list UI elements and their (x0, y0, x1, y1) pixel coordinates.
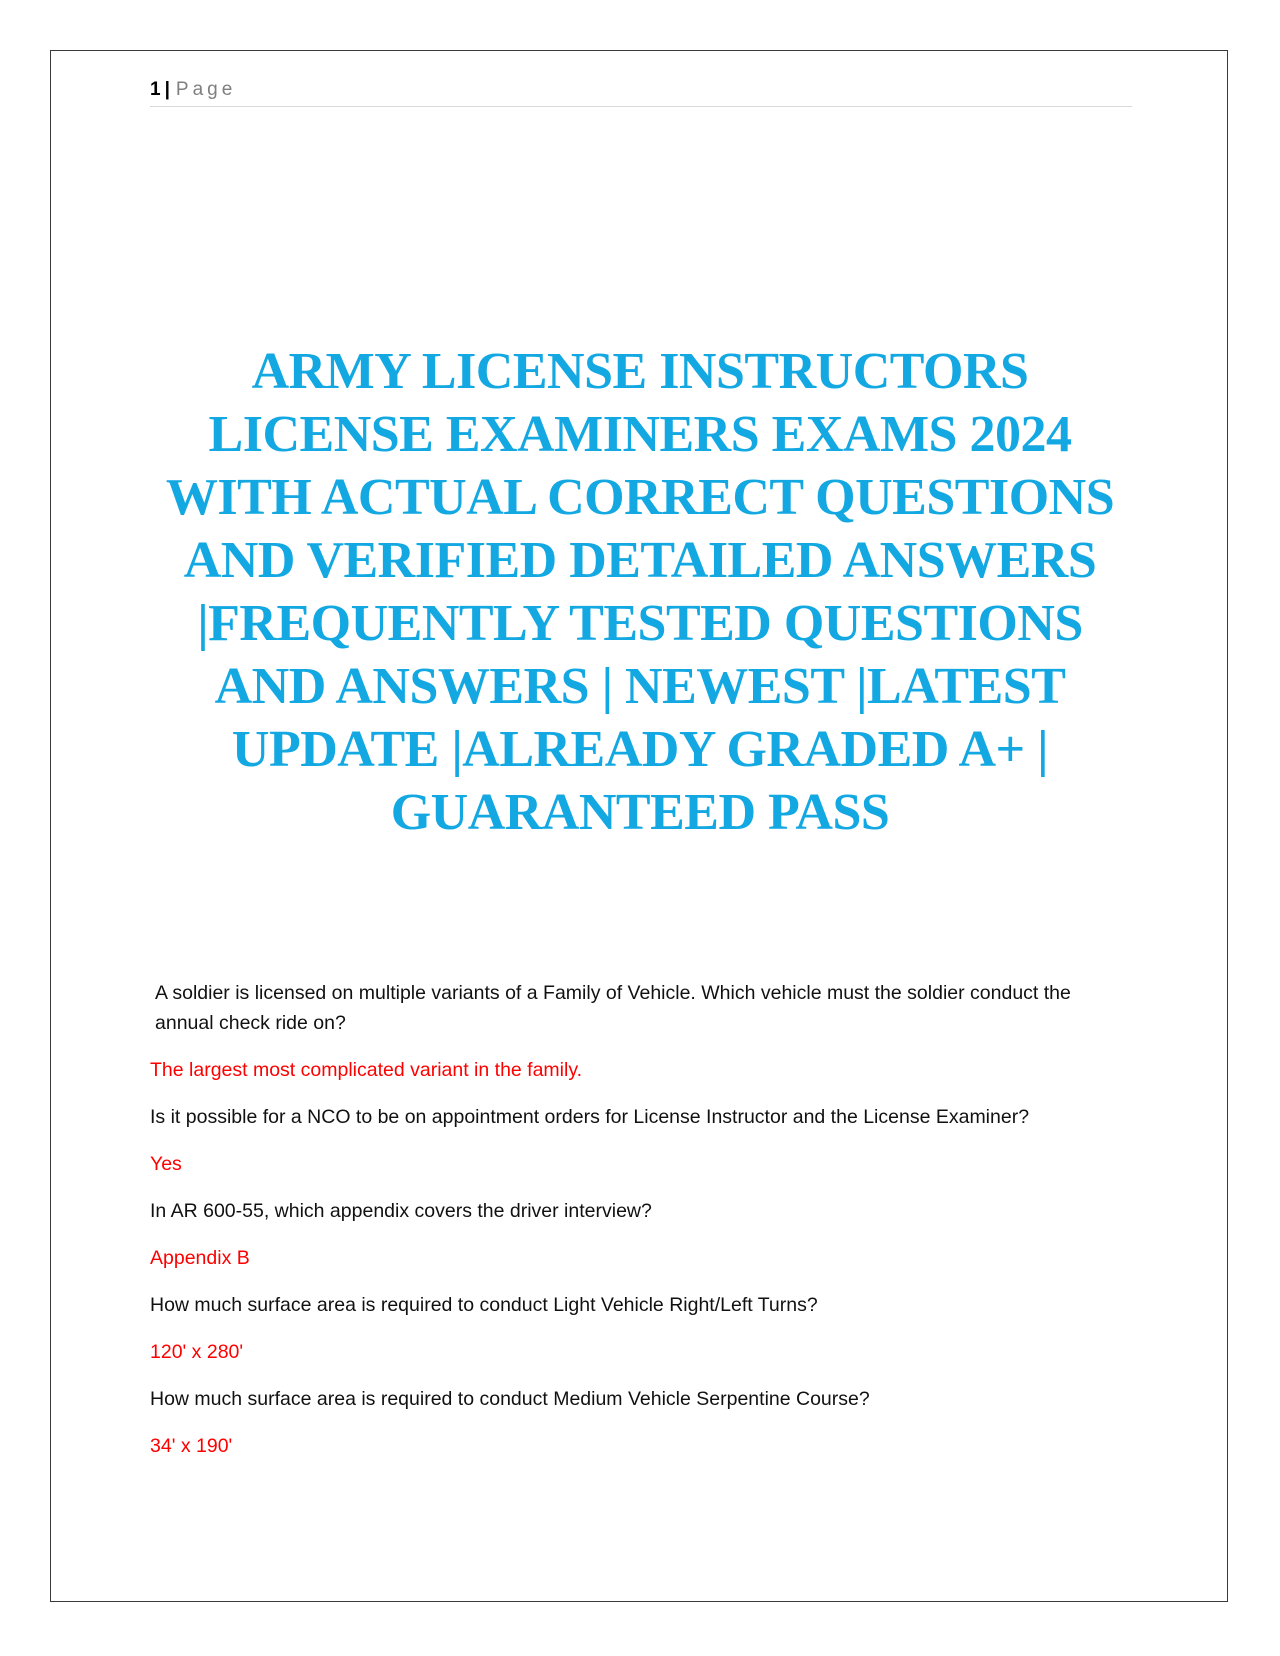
question-text: In AR 600-55, which appendix covers the driver interview? (150, 1200, 652, 1222)
title-line: |FREQUENTLY TESTED QUESTIONS (197, 595, 1083, 652)
question-text: Is it possible for a NCO to be on appointment orders for License Instructor and the License Examiner? (150, 1106, 1030, 1128)
document-title (130, 340, 1150, 844)
question-text: A soldier is licensed on multiple variants of a Family of Vehicle. Which vehicle must the soldier conduct the annual check ride on? (155, 982, 1071, 1034)
title-line: LICENSE EXAMINERS EXAMS 2024 (208, 406, 1072, 463)
title-line: GUARANTEED PASS (390, 784, 890, 841)
question-text: How much surface area is required to conduct Medium Vehicle Serpentine Course? (150, 1388, 870, 1410)
answer-text: 120' x 280' (150, 1341, 244, 1363)
page-label: Page (175, 79, 237, 100)
title-line: UPDATE |ALREADY GRADED A+ | (231, 721, 1049, 778)
answer-text: The largest most complicated variant in the family. (150, 1059, 583, 1081)
answer-text: 34' x 190' (150, 1435, 233, 1457)
page-number: 1 (150, 79, 161, 100)
question-text: How much surface area is required to conduct Light Vehicle Right/Left Turns? (150, 1294, 818, 1316)
title-line: AND VERIFIED DETAILED ANSWERS (183, 532, 1097, 589)
title-line: ARMY LICENSE INSTRUCTORS (251, 343, 1029, 400)
answer-text: Yes (150, 1153, 182, 1175)
qa-list (150, 978, 1132, 1478)
page-header (150, 78, 1132, 107)
answer-text: Appendix B (150, 1247, 250, 1269)
title-line: WITH ACTUAL CORRECT QUESTIONS (165, 469, 1115, 526)
header-separator: | (164, 79, 170, 100)
title-line: AND ANSWERS | NEWEST |LATEST (214, 658, 1066, 715)
